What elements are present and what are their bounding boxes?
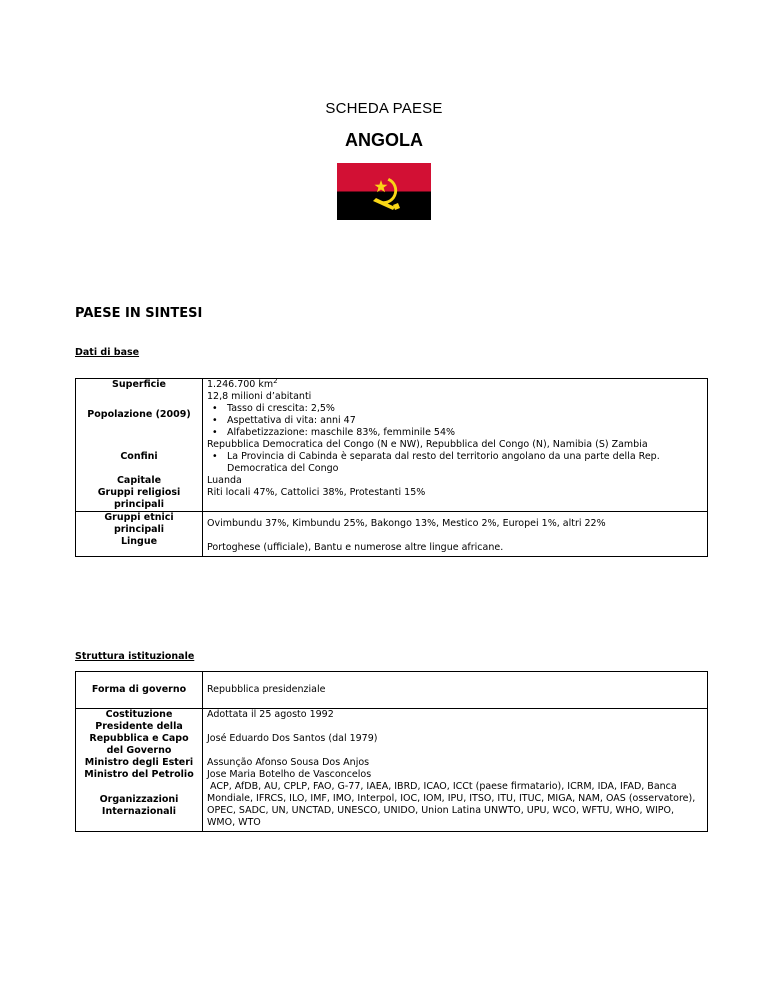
table-row [76,475,708,487]
row-label: Forma di governo [76,672,203,709]
row-label: Capitale [76,475,203,487]
list-item: • Alfabetizzazione: maschile 83%, femminile 54% [227,427,703,439]
institutions-table [75,671,708,832]
value-text: 12,8 milioni d’abitanti [207,391,312,402]
list-item: • Tasso di crescita: 2,5% [227,403,703,415]
angola-flag-icon [337,163,431,220]
table-row [76,769,708,781]
row-value: Assunção Afonso Sousa Dos Anjos [207,757,370,768]
table-row [76,721,708,757]
institutions-heading: Struttura istituzionale [75,651,195,662]
table-row [76,672,708,709]
row-label: Ministro del Petrolio [76,769,203,781]
table-row [76,512,708,537]
row-value: José Eduardo Dos Santos (dal 1979) [207,733,378,744]
table-row [76,781,708,832]
basic-data-heading: Dati di base [75,347,140,358]
row-value [203,376,708,392]
row-label: Costituzione [76,709,203,722]
row-label: Organizzazioni Internazionali [76,781,203,832]
table-row [76,536,708,557]
row-value: Adottata il 25 agosto 1992 [203,709,708,722]
row-value: Jose Maria Botelho de Vasconcelos [207,769,372,780]
table-row [76,487,708,512]
table-row [76,439,708,475]
section-heading: PAESE IN SINTESI [75,306,203,321]
row-label: Presidente della Repubblica e Capo del Governo [76,721,203,757]
row-label: Ministro degli Esteri [76,757,203,769]
row-value: Ovimbundu 37%, Kimbundu 25%, Bakongo 13%, Mestico 2%, Europei 1%, altri 22% [203,512,708,537]
value-text: Repubblica Democratica del Congo (N e NW), Repubblica del Congo (N), Namibia (S) Zambia [207,439,648,450]
table-row [76,757,708,769]
list-item: • La Provincia di Cabinda è separata dal resto del territorio angolano da una parte della Rep. Democratica del Congo [227,451,703,475]
row-value [203,439,708,475]
row-label: Gruppi etnici principali [76,512,203,537]
row-value: ACP, AfDB, AU, CPLP, FAO, G-77, IAEA, IBRD, ICAO, ICCt (paese firmatario), ICRM, IDA, IFAD, Banca Mondiale, IFRCS, ILO, IMF, IMO, Interpol, IOC, IOM, IPU, ITSO, ITU, ITUC, MIGA, NAM, OAS (osservatore), OPEC, SADC, UN, UNCTAD, UNESCO, UNIDO, Union Latina UNWTO, UPU, WCO, WFTU, WHO, WIPO, WMO, WTO [207,781,699,828]
row-value: Portoghese (ufficiale), Bantu e numerose altre lingue africane. [207,542,504,553]
row-label: Lingue [76,536,203,557]
document-subtitle: SCHEDA PAESE [325,100,443,117]
row-value: Luanda [207,475,242,486]
table-row [76,379,708,392]
row-label: Gruppi religiosi principali [76,487,203,512]
value-text: 1.246.700 km [207,379,274,390]
table-row [76,391,708,439]
bullet-list [207,403,703,439]
row-value: Repubblica presidenziale [207,684,326,695]
basic-data-table [75,378,708,557]
list-item: • Aspettativa di vita: anni 47 [227,415,703,427]
bullet-list [207,451,703,475]
table-row [76,709,708,722]
row-label: Confini [76,439,203,475]
value-superscript: 2 [273,376,278,385]
row-value: Riti locali 47%, Cattolici 38%, Protestanti 15% [207,487,426,498]
row-label: Popolazione (2009) [76,391,203,439]
country-title: ANGOLA [345,130,423,150]
row-value [203,391,708,439]
row-label: Superficie [76,379,203,392]
